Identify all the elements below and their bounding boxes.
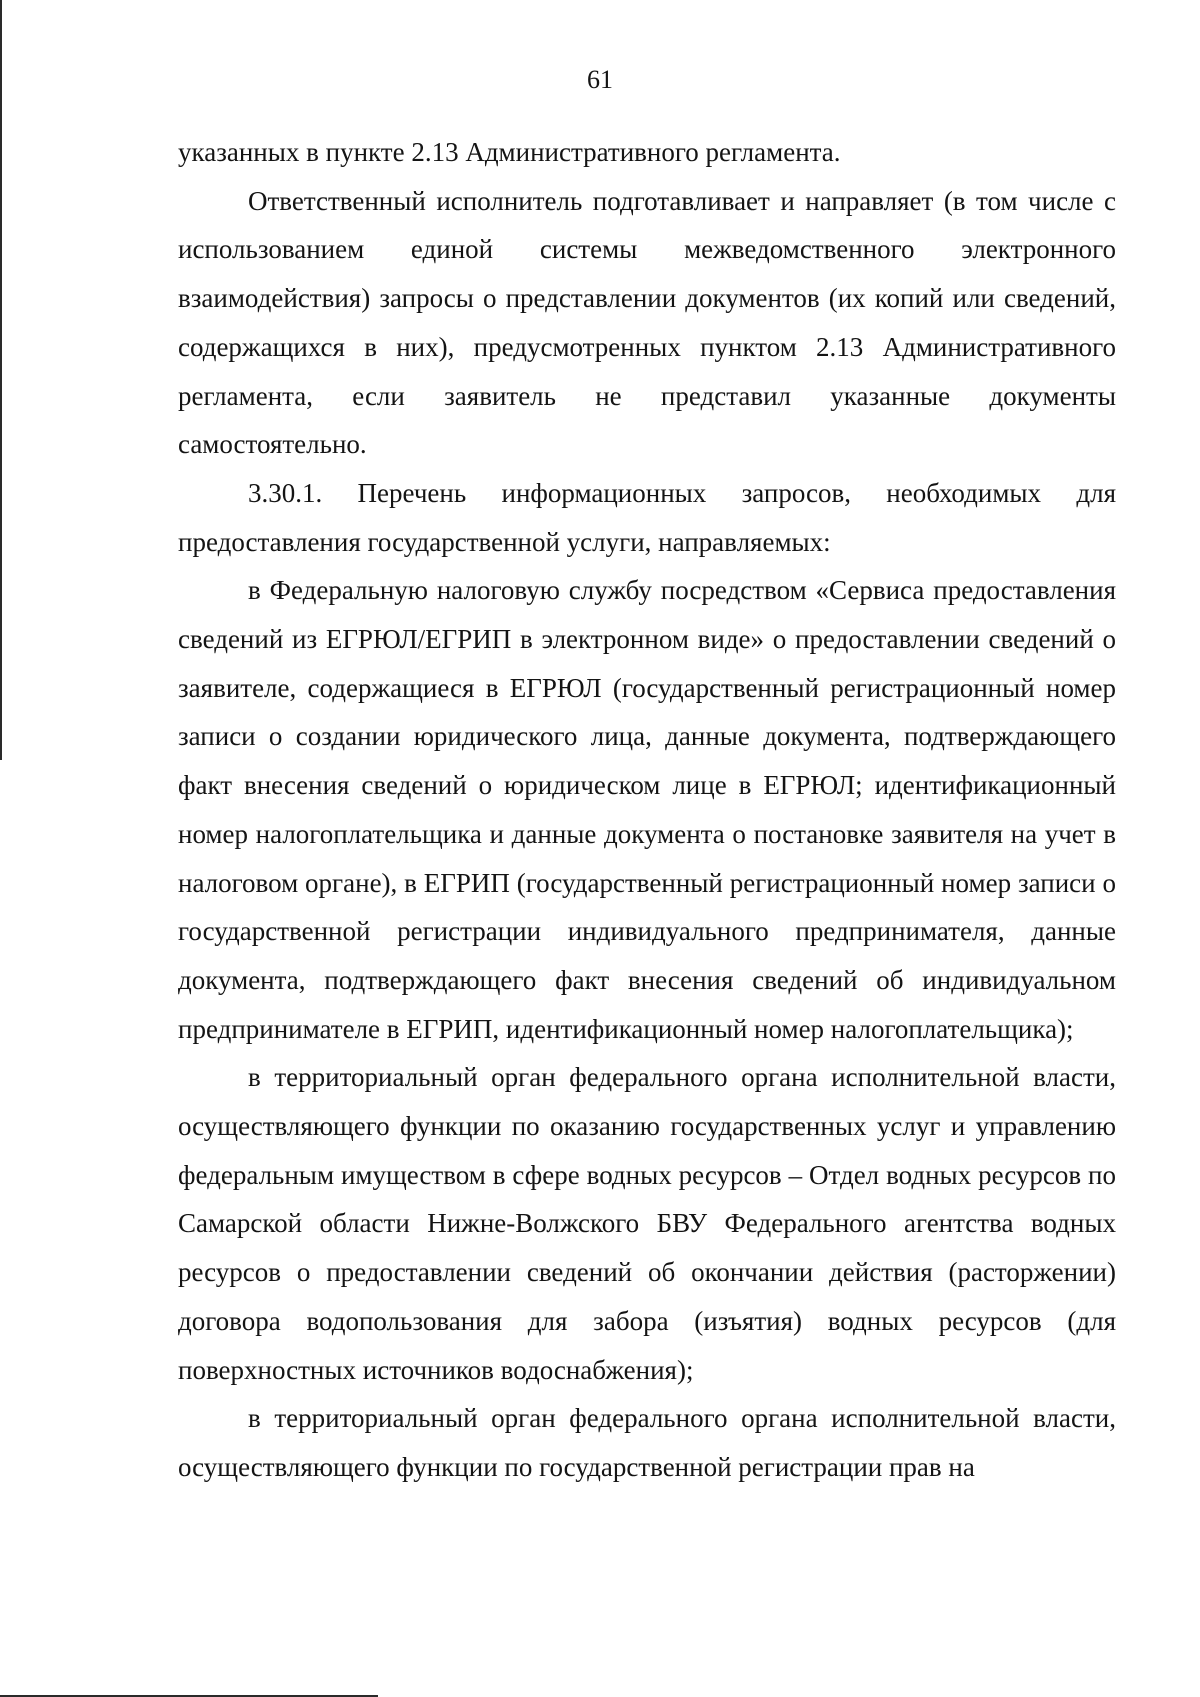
paragraph-3-30-1: 3.30.1. Перечень информационных запросов, необходимых для предоставления государственной услуги, направляемых:	[178, 477, 1116, 557]
paragraph-continuation: указанных в пункте 2.13 Административного регламента.	[178, 137, 841, 167]
scan-edge-left	[0, 0, 2, 760]
paragraph-responsible-executor: Ответственный исполнитель подготавливает и направляет (в том числе с использованием единой системы межведомственного электронного взаимодействия) запросы о представлении документов (их копий или сведений, содержащихся в них), предусмотренных пунктом 2.13 Административного регламента, если заявитель не представил указанные документы самостоятельно.	[178, 185, 1116, 460]
paragraph-tax-service: в Федеральную налоговую службу посредством «Сервиса предоставления сведений из ЕГРЮЛ/ЕГРИП в электронном виде» о предоставлении сведений о заявителе, содержащиеся в ЕГРЮЛ (государственный регистрационный номер записи о создании юридического лица, данные документа, подтверждающего факт внесения сведений о юридическом лице в ЕГРЮЛ; идентификационный номер налогоплательщика и данные документа о постановке заявителя на учет в налоговом органе), в ЕГРИП (государственный регистрационный номер записи о государственной регистрации индивидуального предпринимателя, данные документа, подтверждающего факт внесения сведений об индивидуальном предпринимателе в ЕГРИП, идентификационный номер налогоплательщика);	[178, 575, 1116, 1044]
page-number: 61	[587, 65, 613, 94]
document-body	[178, 128, 1116, 1492]
paragraph-water-resources: в территориальный орган федерального органа исполнительной власти, осуществляющего функции по оказанию государственных услуг и управлению федеральным имуществом в сфере водных ресурсов – Отдел водных ресурсов по Самарской области Нижне-Волжского БВУ Федерального агентства водных ресурсов о предоставлении сведений об окончании действия (расторжении) договора водопользования для забора (изъятия) водных ресурсов (для поверхностных источников водоснабжения);	[178, 1062, 1116, 1385]
paragraph-registration-rights: в территориальный орган федерального органа исполнительной власти, осуществляющего функции по государственной регистрации прав на	[178, 1403, 1116, 1482]
